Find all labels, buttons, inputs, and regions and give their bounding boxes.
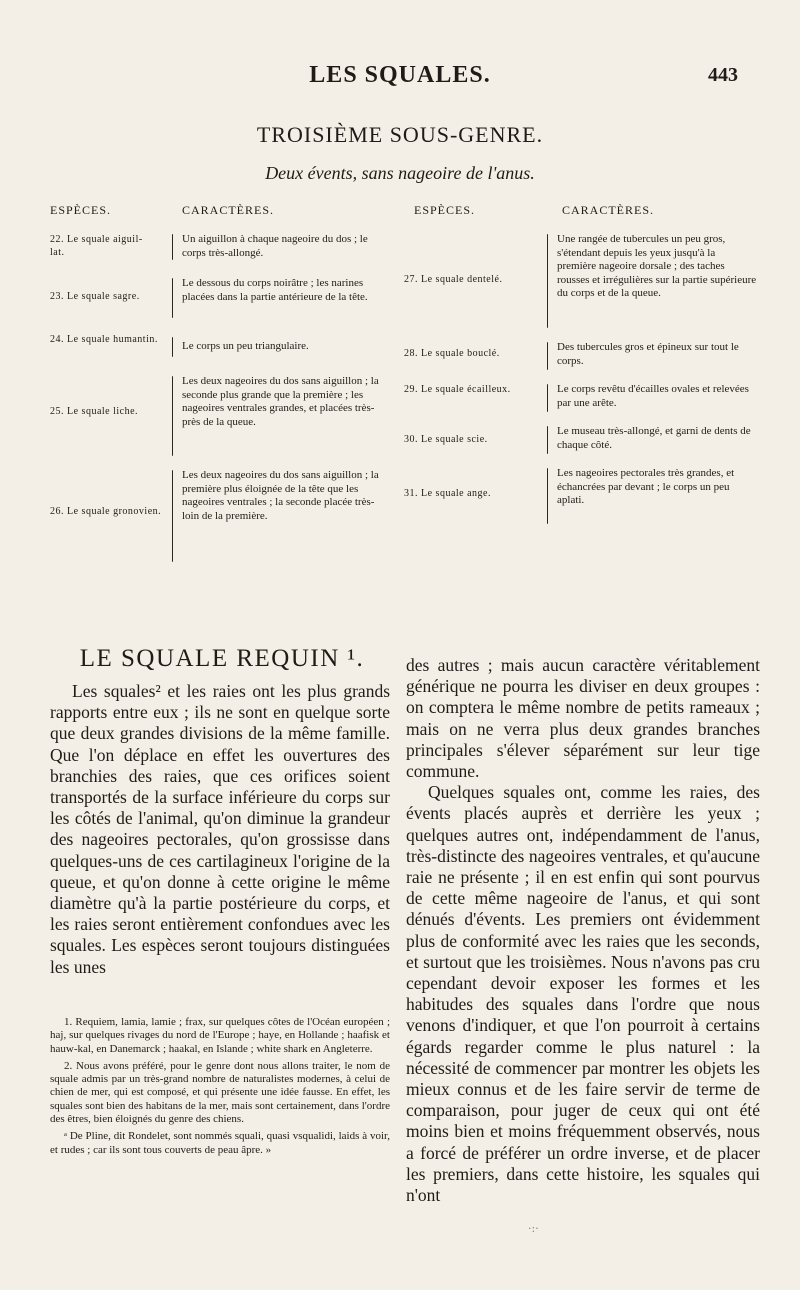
- body-paragraph: Les squales² et les raies ont les plus grands rapports entre eux ; ils ne sont en quelque sorte que deux grandes divisions de la même famille. Que l'on déplace en effet les ouvertures des branchies des raies, que ces orifices soient transportés de la surface inférieure du corps sur les côtés de l'animal, qu'on diminue la grandeur des nageoires pectorales, qu'on grossisse dans quelques-uns de ces cartilagineux l'origine de la queue, et qu'on donne à cette origine le même diamètre qu'à la partie postérieure du corps, et les raies seront entièrement confondues avec les squales. Les espèces seront toujours distinguées les unes: [50, 681, 390, 977]
- table-row: [50, 233, 395, 267]
- body-column-left: [50, 681, 390, 978]
- body-paragraph: Quelques squales ont, comme les raies, des évents placés auprès et derrière les yeux ; quelques autres ont, indépendamment de l'anus, très-distincte des nageoires ventrales, et qu'aucune raie ne présente ; il en est enfin qui sont pourvus de cette même nageoire de l'anus, et qui sont dénués d'évents. Les premiers ont évidemment plus de conformité avec les raies que les seconds, et surtout que les troisièmes. Nous n'avons pas cru cependant devoir exposer les formes et les habitudes des squales dans l'ordre que nous venons d'indiquer, et que l'on pourroit à certains égards regarder comme le plus naturel : la nécessité de commencer par montrer les objets les mieux connus et de les faire servir de terme de comparaison, pour juger de ceux qui ont été moins bien et moins fréquemment observés, nous a forcé de préférer un ordre inverse, et de placer les premiers, dans cette histoire, les squales qui n'ont: [406, 782, 760, 1206]
- brace: [172, 337, 173, 357]
- table-header: [404, 203, 759, 229]
- species-characters: Des tubercules gros et épineux sur tout le corps.: [557, 341, 739, 367]
- characters-column-header: CARACTÈRES.: [562, 203, 655, 217]
- subgenus-subtitle: Deux évents, sans nageoire de l'anus.: [265, 163, 535, 183]
- running-title: LES SQUALES.: [309, 62, 491, 88]
- brace: [547, 384, 548, 412]
- table-row: [50, 331, 395, 365]
- brace: [547, 342, 548, 370]
- table-row: [404, 425, 759, 457]
- species-characters: Le corps revêtu d'écailles ovales et relevées par une arête.: [557, 383, 749, 409]
- footnote: 2. Nous avons préféré, pour le genre dont nous allons traiter, le nom de squale admis par un très-grand nombre de naturalistes modernes, à celui de chien de mer, qui est composé, et qui présente une idée fausse. En effet, les squales sont bien des habitans de la mer, mais sont certainement, dans l'ordre des êtres, bien éloignés du genre des chiens.: [50, 1059, 390, 1126]
- footnotes: [50, 1016, 390, 1161]
- species-name: 29. Le squale écailleux.: [404, 384, 511, 395]
- brace: [172, 234, 173, 260]
- brace: [547, 234, 548, 328]
- brace: [547, 468, 548, 524]
- species-characters: Un aiguillon à chaque nageoire du dos ; le corps très-allongé.: [182, 233, 368, 259]
- species-column-header: ESPÈCES.: [414, 203, 476, 217]
- page-number: 443: [708, 64, 738, 86]
- species-characters: Les deux nageoires du dos sans aiguillon ; la première plus éloignée de la tête que les nageoires ventrales ; la seconde placée très-loin de la première.: [182, 469, 379, 522]
- section-heading: LE SQUALE REQUIN ¹.: [79, 645, 365, 672]
- characters-column-header: CARACTÈRES.: [182, 203, 275, 217]
- species-name: 28. Le squale bouclé.: [404, 348, 500, 359]
- table-row: [50, 469, 395, 565]
- body-column-right: [406, 655, 760, 1206]
- footnote: 1. Requiem, lamia, lamie ; frax, sur quelques côtes de l'Océan européen ; haj, sur quelques rivages du nord de l'Europe ; haye, en Hollande ; haafisk et hauw-kal, en Danemarck ; haakal, en Islande ; white shark en Angleterre.: [50, 1016, 390, 1055]
- running-head: [0, 62, 800, 92]
- table-row: [404, 341, 759, 373]
- subgenus-title: TROISIÈME SOUS-GENRE.: [256, 122, 544, 147]
- species-name: 24. Le squale humantin.: [50, 334, 158, 345]
- footnote: ᵃ De Pline, dit Rondelet, sont nommés squali, quasi vsqualidi, laids à voir, et rudes ; car ils sont tous couverts de peau âpre. »: [50, 1130, 390, 1156]
- species-name: 23. Le squale sagre.: [50, 291, 140, 302]
- brace: [547, 426, 548, 454]
- species-characters: Les nageoires pectorales très grandes, et échancrées par devant ; le corps un peu aplati.: [557, 467, 735, 506]
- species-name: 27. Le squale dentelé.: [404, 274, 503, 285]
- table-row: [50, 277, 395, 321]
- species-characters: Une rangée de tubercules un peu gros, s'étendant depuis les yeux jusqu'à la première nageoire dorsale ; des taches rousses et irrégulières sur la partie supérieure du corps et de la queue.: [557, 233, 757, 299]
- ink-smudge: ·:·: [528, 1222, 539, 1235]
- species-name: 30. Le squale scie.: [404, 434, 488, 445]
- table-row: [404, 467, 759, 527]
- species-name: 25. Le squale liche.: [50, 406, 139, 417]
- species-characters: Le dessous du corps noirâtre ; les narines placées dans la partie antérieure de la tête.: [182, 277, 368, 303]
- table-row: [404, 233, 759, 333]
- species-column-header: ESPÈCES.: [50, 203, 112, 217]
- species-characters: Le museau très-allongé, et garni de dents de chaque côté.: [557, 425, 751, 451]
- species-characters: Les deux nageoires du dos sans aiguillon ; la seconde plus grande que la première ; les nageoires ventrales grandes, et placées très-près de la queue.: [182, 375, 379, 428]
- species-name: 26. Le squale gronovien.: [50, 506, 162, 517]
- species-table-left: [50, 203, 395, 643]
- brace: [172, 470, 173, 562]
- table-row: [404, 383, 759, 415]
- brace: [172, 278, 173, 318]
- species-name: 22. Le squale aiguil-lat.: [50, 234, 143, 258]
- table-row: [50, 375, 395, 459]
- body-paragraph: des autres ; mais aucun caractère véritablement générique ne pourra les diviser en deux groupes : on comptera le même nombre de petits rameaux ; mais on ne verra plus deux grandes branches principales s'élever séparément sur leur tige commune.: [406, 655, 760, 782]
- species-characters: Le corps un peu triangulaire.: [182, 340, 309, 352]
- species-table-right: [404, 203, 759, 643]
- brace: [172, 376, 173, 456]
- table-header: [50, 203, 395, 229]
- species-name: 31. Le squale ange.: [404, 488, 491, 499]
